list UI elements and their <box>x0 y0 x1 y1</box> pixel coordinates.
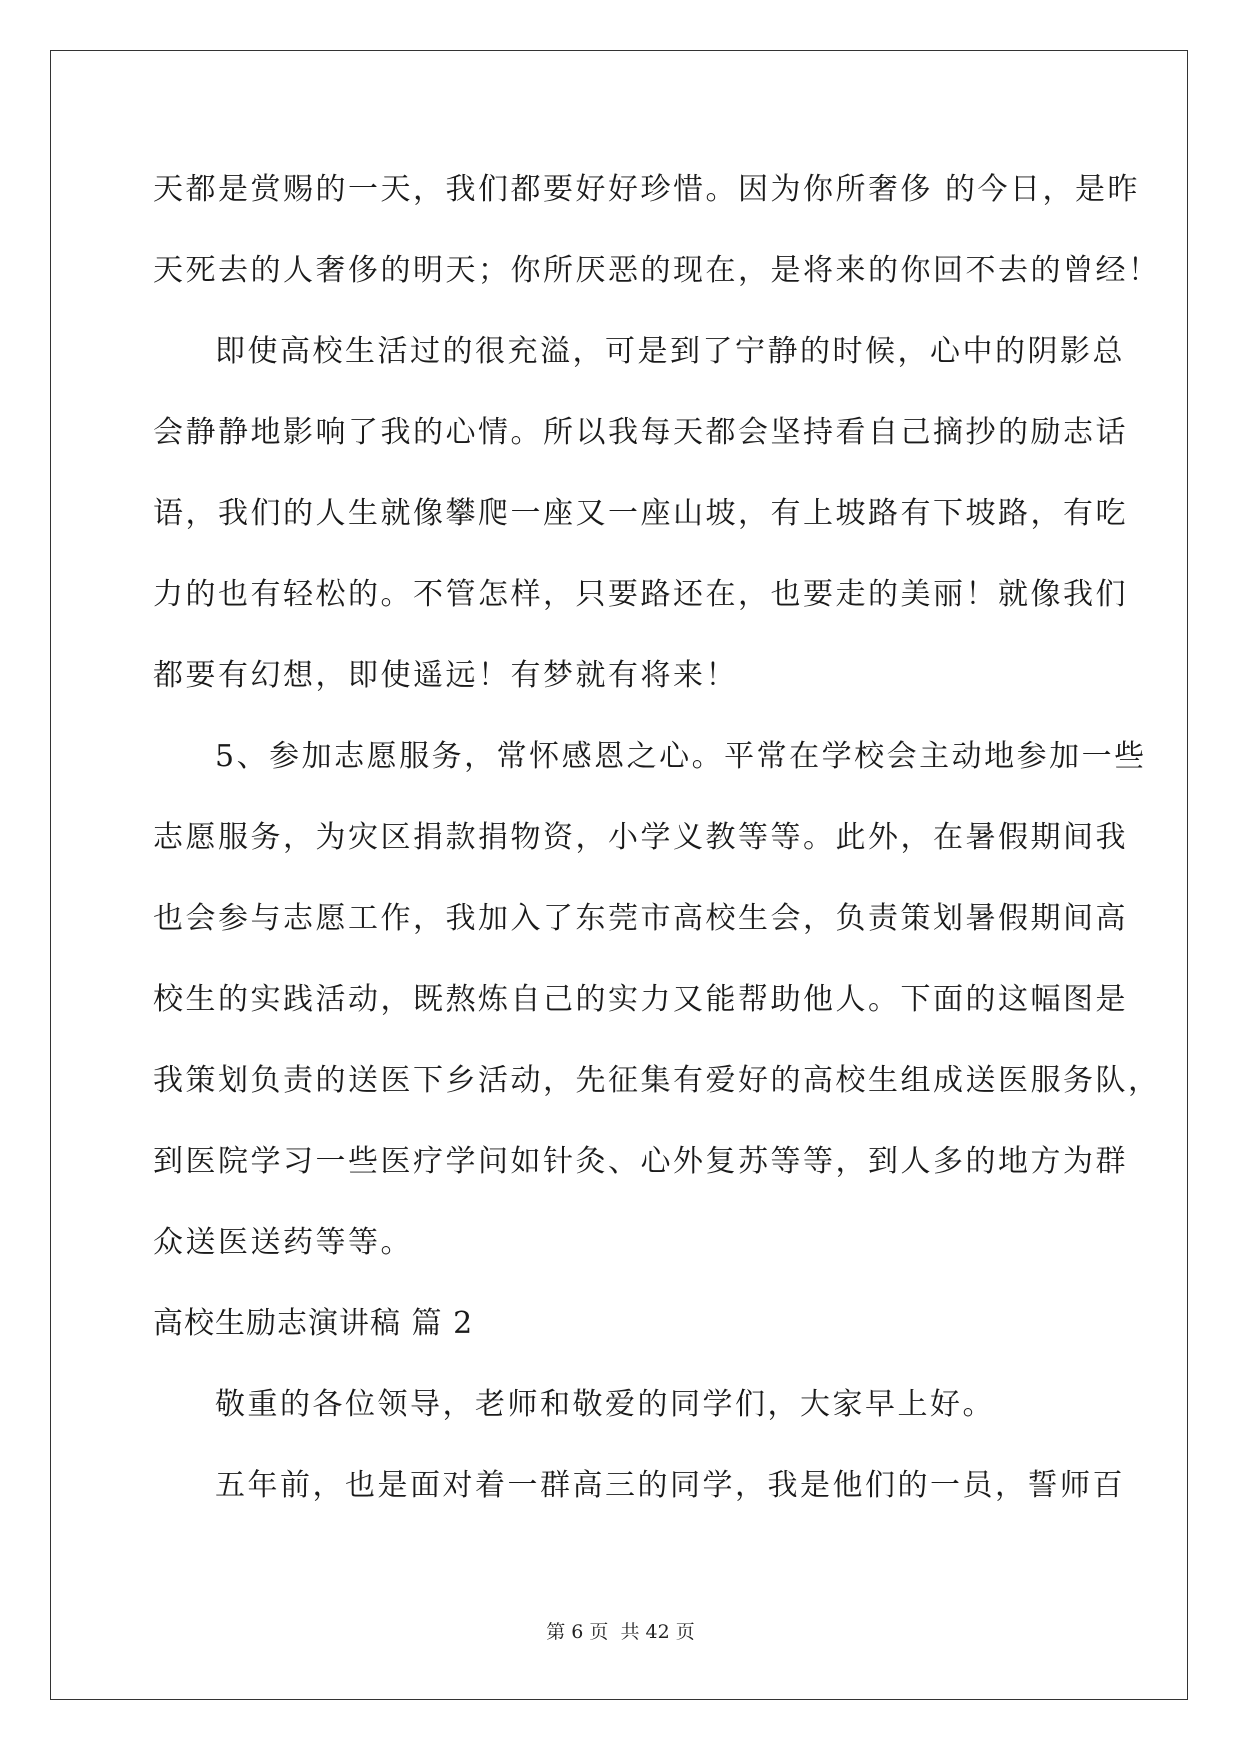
paragraph-start-line: 5、参加志愿服务，常怀感恩之心。平常在学校会主动地参加一些 <box>215 739 1147 774</box>
text-line: 力的也有轻松的。不管怎样，只要路还在，也要走的美丽！就像我们 <box>153 577 1128 612</box>
paragraph-start-line: 即使高校生活过的很充溢，可是到了宁静的时候，心中的阴影总 <box>215 334 1125 369</box>
text-line: 志愿服务，为灾区捐款捐物资，小学义教等等。此外，在暑假期间我 <box>153 820 1128 855</box>
text-line: 会静静地影响了我的心情。所以我每天都会坚持看自己摘抄的励志话 <box>153 415 1128 450</box>
document-body <box>153 160 1161 1537</box>
page-total: 共 42 页 <box>620 1621 695 1643</box>
page-footer <box>0 1618 1241 1646</box>
text-line: 众送医送药等等。 <box>153 1225 413 1260</box>
text-line: 天死去的人奢侈的明天；你所厌恶的现在，是将来的你回不去的曾经！ <box>153 253 1161 288</box>
text-line: 都要有幻想，即使遥远！有梦就有将来！ <box>153 658 738 693</box>
page-number: 第 6 页 <box>546 1621 609 1643</box>
text-line: 到医院学习一些医疗学问如针灸、心外复苏等等，到人多的地方为群 <box>153 1144 1128 1179</box>
text-line: 我策划负责的送医下乡活动，先征集有爱好的高校生组成送医服务队， <box>153 1063 1161 1098</box>
paragraph-start-line: 五年前，也是面对着一群高三的同学，我是他们的一员，誓师百 <box>215 1468 1125 1503</box>
text-line: 也会参与志愿工作，我加入了东莞市高校生会，负责策划暑假期间高 <box>153 901 1128 936</box>
paragraph-start-line: 敬重的各位领导，老师和敬爱的同学们，大家早上好。 <box>215 1387 995 1422</box>
text-line: 语，我们的人生就像攀爬一座又一座山坡，有上坡路有下坡路，有吃 <box>153 496 1128 531</box>
text-line: 天都是赏赐的一天，我们都要好好珍惜。因为你所奢侈 的今日，是昨 <box>153 172 1141 207</box>
text-line: 校生的实践活动，既熬炼自己的实力又能帮助他人。下面的这幅图是 <box>153 982 1128 1017</box>
section-heading: 高校生励志演讲稿 篇 2 <box>153 1306 474 1341</box>
